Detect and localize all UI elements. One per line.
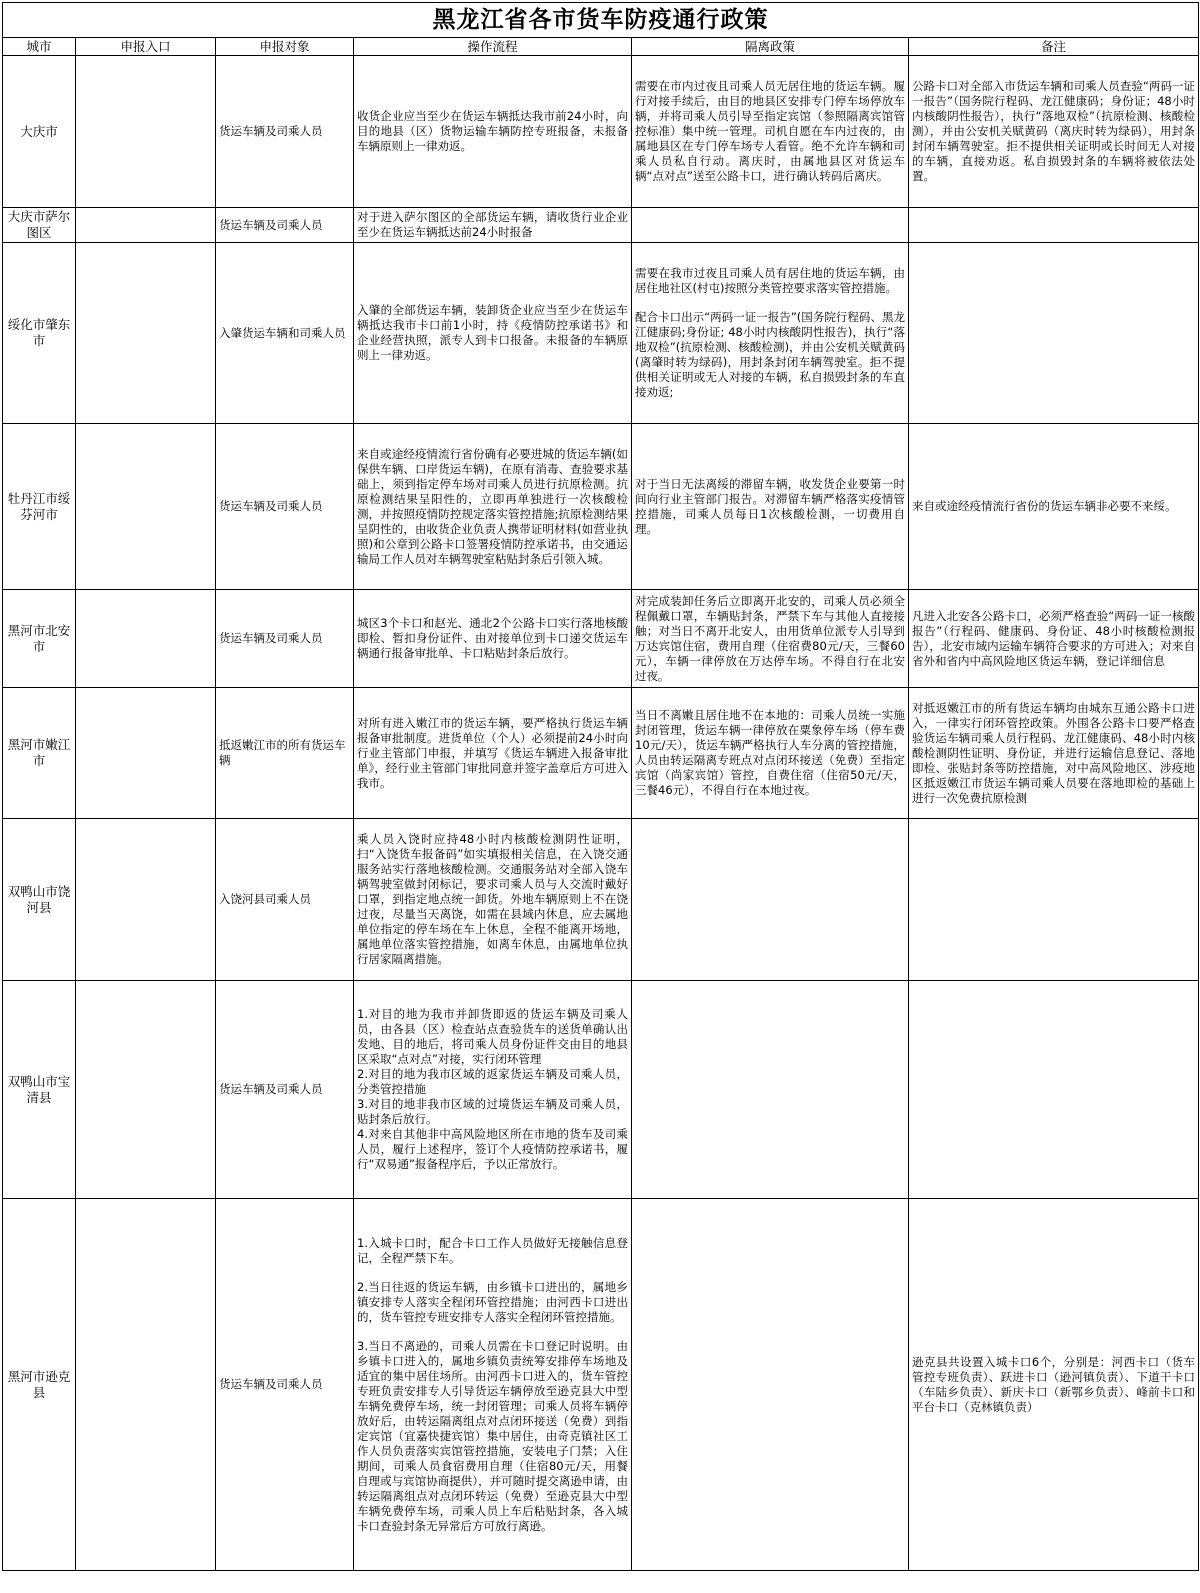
- table-row: [3, 1199, 1199, 1571]
- process-step: 3.对目的地非我市区域的过境货运车辆及司乘人员，贴封条后放行。: [357, 1097, 628, 1126]
- entry-cell: [76, 590, 216, 688]
- notes-cell: [909, 819, 1199, 981]
- isolation-cell: 对完成装卸任务后立即离开北安的，司乘人员必须全程佩戴口罩，车辆贴封条，严禁下车与其他人直接接触；对当日不离开北安人，由用货单位派专人引导到万达宾馆住宿，费用自理（住宿费80元/天，三餐60元），车辆一律停放在万达停车场。不得自行在北安过夜。: [632, 590, 909, 688]
- isolation-cell: 需要在市内过夜且司乘人员无居住地的货运车辆。履行对接手续后，由目的地县区安排专门停车场停放车辆，并将司乘人员引导至指定宾馆（参照隔离宾馆管控标准）集中统一管理。司机自愿在车内过夜的，由属地县区在专门停车场专人看管。绝不允许车辆和司乘人员私自行动。离庆时，由属地县区对货运车辆“点对点”送至公路卡口，进行确认转码后离庆。: [632, 56, 909, 208]
- city-cell: 黑河市嫩江市: [3, 688, 76, 819]
- isolation-cell: 当日不离嫩且居住地不在本地的：司乘人员统一实施封闭管理，货运车辆一律停放在粟象停车场（停车费10元/天），货运车辆严格执行人车分离的管控措施，人员由转运隔离专班点对点闭环接送（免费）至指定宾馆（尚家宾馆）管控，自费住宿（住宿50元/天，三餐46元），不得自行在本地过夜。: [632, 688, 909, 819]
- table-row: [3, 688, 1199, 819]
- target-cell: 抵返嫩江市的所有货运车辆: [216, 688, 354, 819]
- city-cell: 牡丹江市绥芬河市: [3, 424, 76, 590]
- entry-cell: [76, 424, 216, 590]
- notes-cell: [909, 243, 1199, 424]
- isolation-cell: 对于当日无法离绥的滞留车辆，收发货企业要第一时间向行业主管部门报告。对滞留车辆严格落实疫情管控措施，司乘人员每日1次核酸检测，一切费用自理。: [632, 424, 909, 590]
- isolation-cell: [632, 981, 909, 1199]
- header-row: [3, 38, 1199, 56]
- city-cell: 大庆市萨尔图区: [3, 208, 76, 243]
- city-cell: 双鸭山市饶河县: [3, 819, 76, 981]
- notes-cell: 逊克县共设置入城卡口6个，分别是：河西卡口（货车管控专班负责）、跃进卡口（逊河镇负责）、下道干卡口（车陆乡负责）、新庆卡口（新鄂乡负责）、峰前卡口和平台卡口（克林镇负责）: [909, 1199, 1199, 1571]
- notes-cell: [909, 208, 1199, 243]
- target-cell: 入饶河县司乘人员: [216, 819, 354, 981]
- isolation-cell: [632, 243, 909, 424]
- header-isolation: 隔离政策: [632, 38, 909, 56]
- process-cell: 收货企业应当至少在货运车辆抵达我市前24小时，向目的地县（区）货物运输车辆防控专班报备，未报备车辆原则上一律劝返。: [354, 56, 632, 208]
- process-step: 2.对目的地为我市区域的返家货运车辆及司乘人员，分类管控措施: [357, 1067, 628, 1096]
- notes-cell: 凡进入北安各公路卡口，必须严格查验“两码一证一核酸报告”（行程码、健康码、身份证、48小时核酸检测报告），北安市域内运输车辆符合要求的方可进入；对来自省外和省内中高风险地区货运车辆，登记详细信息: [909, 590, 1199, 688]
- process-cell: 城区3个卡口和赵光、通北2个公路卡口实行落地核酸即检、暂扣身份证件、由对接单位到卡口递交货运车辆通行报备审批单、卡口粘贴封条后放行。: [354, 590, 632, 688]
- table-row: [3, 981, 1199, 1199]
- city-cell: 双鸭山市宝清县: [3, 981, 76, 1199]
- isolation-cell: [632, 208, 909, 243]
- target-cell: 入肇货运车辆和司乘人员: [216, 243, 354, 424]
- target-cell: 货运车辆及司乘人员: [216, 56, 354, 208]
- target-cell: 货运车辆及司乘人员: [216, 590, 354, 688]
- process-step: 1.对目的地为我市并卸货即返的货运车辆及司乘人员，由各县（区）检查站点查验货车的送货单确认出发地、目的地后，将司乘人员身份证件交由目的地县区采取“点对点”对接，实行闭环管理: [357, 1007, 628, 1066]
- isolation-cell: [632, 1199, 909, 1571]
- policy-sheet: [2, 2, 1198, 1571]
- isolation-paragraph: 配合卡口出示“两码一证一报告”(国务院行程码、黑龙江健康码;身份证; 48小时内核酸阴性报告)，执行“落地双检”(抗原检测、核酸检测)，并由公安机关赋黄码(离肇时转为绿码)，用封条封闭车辆驾驶室。拒不提供相关证明或无人对接的车辆，私自损毁封条的车直接劝返;: [635, 310, 905, 399]
- target-cell: 货运车辆及司乘人员: [216, 424, 354, 590]
- entry-cell: [76, 981, 216, 1199]
- process-cell: 入肇的全部货运车辆，装卸货企业应当至少在货运车辆抵达我市卡口前1小时，持《疫情防控承诺书》和企业经营执照，派专人到卡口报备。未报备的车辆原则上一律劝返。: [354, 243, 632, 424]
- table-row: [3, 819, 1199, 981]
- entry-cell: [76, 208, 216, 243]
- table-row: [3, 424, 1199, 590]
- table-row: [3, 56, 1199, 208]
- process-cell: 对所有进入嫩江市的货运车辆，要严格执行货运车辆报备审批制度。进货单位（个人）必须提前24小时向行业主管部门申报，并填写《货运车辆进入报备审批单》，经行业主管部门审批同意并签字盖章后方可进入我市。: [354, 688, 632, 819]
- header-city: 城市: [3, 38, 76, 56]
- header-target: 申报对象: [216, 38, 354, 56]
- process-cell: [354, 1199, 632, 1571]
- header-entry: 申报入口: [76, 38, 216, 56]
- sheet-title: 黑龙江省各市货车防疫通行政策: [3, 3, 1199, 38]
- entry-cell: [76, 56, 216, 208]
- target-cell: 货运车辆及司乘人员: [216, 1199, 354, 1571]
- process-cell: 乘人员入饶时应持48小时内核酸检测阴性证明，扫“入饶货车报备码”如实填报相关信息，在入饶交通服务站实行落地核酸检测。交通服务站对全部入饶车辆驾驶室做封闭标记，要求司乘人员与人交流时戴好口罩，到指定地点统一卸货。外地车辆原则上不在饶过夜，尽量当天离饶，如需在县域内休息，应去属地单位指定的停车场在车上休息，全程不能离开场地，属地单位落实管控措施，如离车休息，由属地单位执行居家隔离措施。: [354, 819, 632, 981]
- notes-cell: [909, 981, 1199, 1199]
- process-cell: 对于进入萨尔图区的全部货运车辆，请收货行业企业至少在货运车辆抵达前24小时报备: [354, 208, 632, 243]
- notes-cell: 公路卡口对全部入市货运车辆和司乘人员查验“两码一证一报告”（国务院行程码、龙江健康码；身份证；48小时内核酸阴性报告），执行“落地双检”（抗原检测、核酸检测），并由公安机关赋黄码（离庆时转为绿码），用封条封闭车辆驾驶室。拒不提供相关证明或长时间无人对接的车辆，直接劝返。私自损毁封条的车辆将被依法处置。: [909, 56, 1199, 208]
- city-cell: 黑河市北安市: [3, 590, 76, 688]
- isolation-paragraph: 需要在我市过夜且司乘人员有居住地的货运车辆，由居住地社区(村屯)按照分类管控要求落实管控措施。: [635, 266, 905, 295]
- notes-cell: 来自或途经疫情流行省份的货运车辆非必要不来绥。: [909, 424, 1199, 590]
- entry-cell: [76, 688, 216, 819]
- process-cell: 来自或途经疫情流行省份确有必要进城的货运车辆(如保供车辆、口岸货运车辆)，在原有消毒、查验要求基础上，须到指定停车场对司乘人员进行抗原检测。抗原检测结果呈阳性的，立即再单独进行一次核酸检测，并按照疫情防控规定落实管控措施;抗原检测结果呈阴性的，由收货企业负责人携带证明材料(如营业执照)和公章到公路卡口签署疫情防控承诺书，由交通运输局工作人员对车辆驾驶室粘贴封条后引领入城。: [354, 424, 632, 590]
- process-step: 4.对来自其他非中高风险地区所在市地的货车及司乘人员，履行上述程序，签订个人疫情防控承诺书，履行“双易通”报备程序后，予以正常放行。: [357, 1127, 628, 1171]
- target-cell: 货运车辆及司乘人员: [216, 208, 354, 243]
- target-cell: 货运车辆及司乘人员: [216, 981, 354, 1199]
- city-cell: 大庆市: [3, 56, 76, 208]
- entry-cell: [76, 243, 216, 424]
- table-row: [3, 590, 1199, 688]
- entry-cell: [76, 1199, 216, 1571]
- process-step: 3.当日不离逊的，司乘人员需在卡口登记时说明。由乡镇卡口进入的，属地乡镇负责统筹安排停车场地及适宜的集中居住场所。由河西卡口进入的，货车管控专班负责安排专人引导货运车辆停放至逊克县大中型车辆免费停车场，统一封闭管理；司乘人员将车辆停放好后，由转运隔离组点对点闭环接送（免费）到指定宾馆（宜嘉快捷宾馆）集中居住，由奇克镇社区工作人员负责落实宾馆管控措施，安装电子门禁；入住期间，司乘人员食宿费用自理（住宿80元/天，用餐自理或与宾馆协商提供），并可随时提交离逊申请，由转运隔离组点对点闭环转运（免费）至逊克县大中型车辆免费停车场，司乘人员上车后粘贴封条，各入城卡口查验封条无异常后方可放行离逊。: [357, 1338, 628, 1533]
- isolation-cell: [632, 819, 909, 981]
- process-cell: [354, 981, 632, 1199]
- table-row: [3, 243, 1199, 424]
- header-process: 操作流程: [354, 38, 632, 56]
- entry-cell: [76, 819, 216, 981]
- city-cell: 绥化市肇东市: [3, 243, 76, 424]
- city-cell: 黑河市逊克县: [3, 1199, 76, 1571]
- process-step: 1.入城卡口时，配合卡口工作人员做好无接触信息登记，全程严禁下车。: [357, 1235, 628, 1265]
- notes-cell: 对抵返嫩江市的所有货运车辆均由城东互通公路卡口进入，一律实行闭环管控政策。外围各公路卡口要严格查验货运车辆司乘人员行程码、龙江健康码、48小时内核酸检测阴性证明、身份证，并进行运输信息登记、落地即检、张贴封条等防控措施，对中高风险地区、涉疫地区抵返嫩江市货运车辆司乘人员要在落地即检的基础上进行一次免费抗原检测: [909, 688, 1199, 819]
- policy-table: [2, 2, 1199, 1571]
- header-notes: 备注: [909, 38, 1199, 56]
- table-row: [3, 208, 1199, 243]
- process-step: 2.当日往返的货运车辆，由乡镇卡口进出的，属地乡镇安排专人落实全程闭环管控措施；由河西卡口进出的，货车管控专班安排专人落实全程闭环管控措施。: [357, 1279, 628, 1324]
